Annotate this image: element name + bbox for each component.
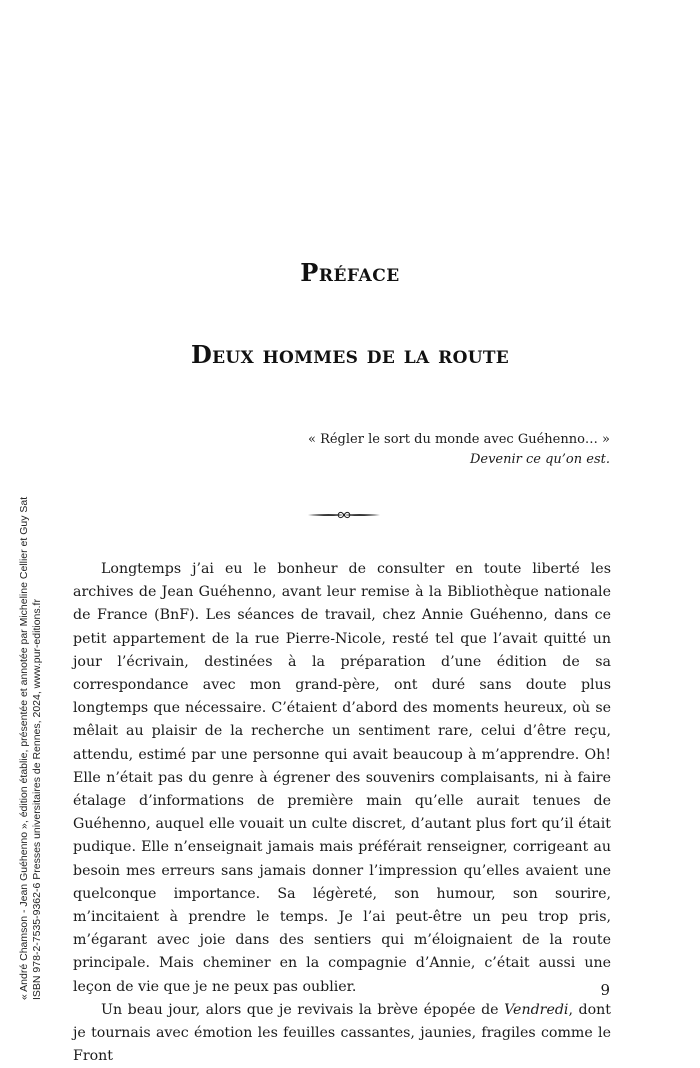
epigraph (308, 430, 610, 470)
paragraph-text: Un beau jour, alors que je revivais la brève épopée de (101, 1001, 505, 1018)
ornament-divider-icon (308, 509, 380, 521)
paragraph: Longtemps j’ai eu le bonheur de consulter en toute liberté les archives de Jean Guéhenno, avant leur remise à la Bibliothèque nationale de France (BnF). Les séances de travail, chez Annie Guéhenno, dans ce petit appartement de la rue Pierre-Nicole, resté tel que l’avait quitté un jour l’écrivain, destinées à la préparation d’une édition de sa correspondance avec mon grand-père, ont duré sans doute plus longtemps que nécessaire. C’étaient d’abord des moments heureux, où se mêlait au plaisir de la recherche un sentiment rare, celui d’être reçu, attendu, estimé par une personne qui avait beaucoup à m’apprendre. Oh! Elle n’était pas du genre à égrener des souvenirs complaisants, ni à faire étalage d’informations de première main qu’elle aurait tenues de Guéhenno, auquel elle vouait un culte discret, d’autant plus fort qu’il était pudique. Elle n’enseignait jamais mais préférait renseigner, corrigeant au besoin mes erreurs sans jamais donner l’impression qu’elles avaient une quelconque importance. Sa légèreté, son humour, son sourire, m’incitaient à prendre le temps. Je l’ai peut-être un peu trop pris, m’égarant avec joie dans des sentiers qui m’éloignaient de la route principale. Mais cheminer en la compagnie d’Annie, c’était aussi une leçon de vie que je ne peux pas oublier. (73, 561, 611, 995)
work-title: Vendredi (504, 1001, 569, 1018)
body-text (73, 558, 611, 1068)
page-number: 9 (600, 981, 610, 999)
paragraph (73, 999, 611, 1068)
preface-title: Préface (300, 258, 400, 287)
epigraph-source: Devenir ce qu’on est. (469, 452, 610, 467)
paragraph-text: , dont je tournais avec émotion les feuilles cassantes, jaunies, fragiles comme le Front (73, 1001, 611, 1065)
epigraph-quote: « Régler le sort du monde avec Guéhenno… » (307, 432, 610, 447)
chapter-title: Deux hommes de la route (190, 340, 510, 369)
citation-line: « André Chamson - Jean Guéhenno », édition établie, présentée et annotée par Micheline Cellier et Guy Sat (18, 496, 30, 1000)
citation-side-note (18, 497, 44, 1000)
isbn-line: ISBN 978-2-7535-9362-6 Presses universitaires de Rennes, 2024, www.pur-editions.fr (31, 599, 43, 1000)
